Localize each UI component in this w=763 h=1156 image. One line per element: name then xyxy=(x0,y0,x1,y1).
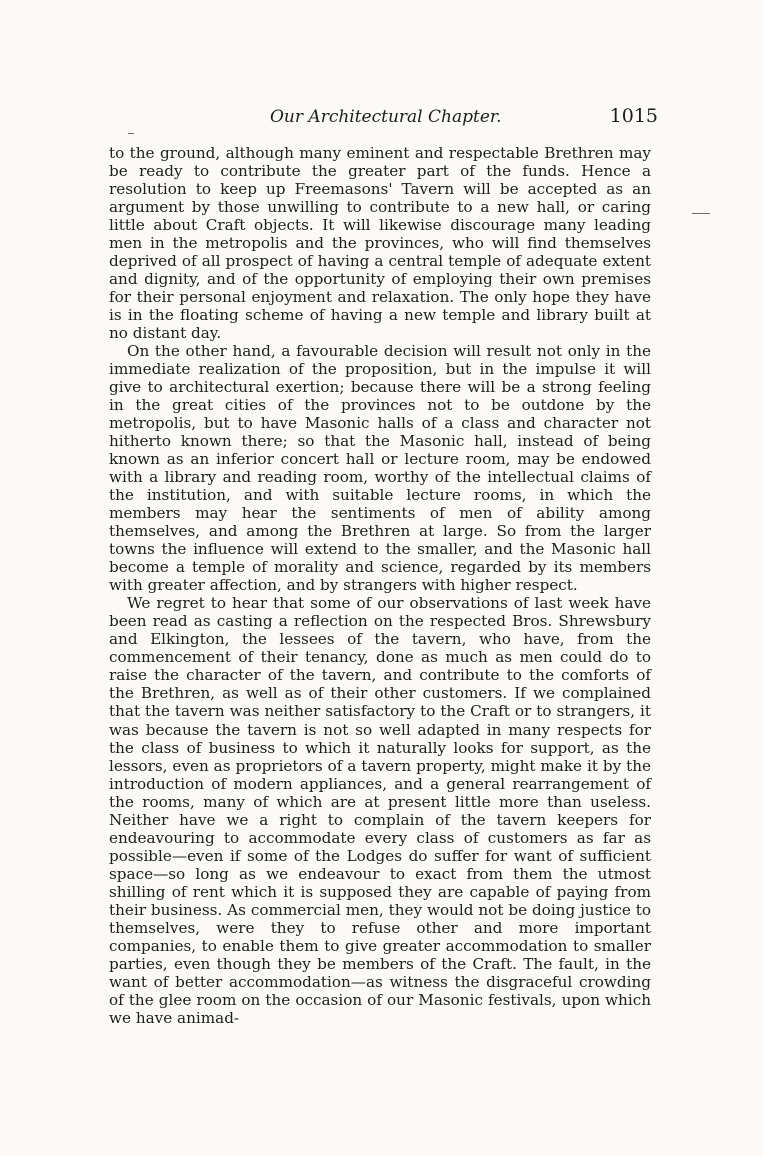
margin-mark xyxy=(692,213,710,214)
running-header xyxy=(110,107,658,133)
running-title: Our Architectural Chapter. xyxy=(270,107,502,127)
paragraph-3: We regret to hear that some of our observations of last week have been read as casting a reflection on the respected Bros. Shrewsbury and Elkington, the lessees of the tavern, who have, from the commencement of their tenancy, done as much as men could do to raise the character of the tavern, and contribute to the comforts of the Brethren, as well as of their other customers. If we complained that the tavern was neither satisfactory to the Craft or to strangers, it was because the tavern is not so well adapted in many respects for the class of business to which it naturally looks for support, as the lessors, even as proprietors of a tavern property, might make it by the introduction of modern appliances, and a general rearrangement of the rooms, many of which are at present little more than useless. Neither have we a right to complain of the tavern keepers for endeavouring to accommodate every class of customers as far as possible—even if some of the Lodges do suffer for want of sufficient space—so long as we endeavour to exact from them the utmost shilling of rent which it is supposed they are capable of paying from their business. As commercial men, they would not be doing justice to themselves, were they to refuse other and more important companies, to enable them to give greater accommodation to smaller parties, even though they be members of the Craft. The fault, in the want of better accommodation—as witness the disgraceful crowding of the glee room on the occasion of our Masonic festivals, upon which we have animad- xyxy=(109,594,651,1027)
paragraph-2: On the other hand, a favourable decision will result not only in the immediate realization of the proposition, but in the impulse it will give to architectural exertion; because there will be a strong feeling in the great cities of the provinces not to be outdone by the metropolis, but to have Masonic halls of a class and character not hitherto known there; so that the Masonic hall, instead of being known as an inferior concert hall or lecture room, may be endowed with a library and reading room, worthy of the intellectual claims of the institution, and with suitable lecture rooms, in which the members may hear the sentiments of men of ability among themselves, and among the Brethren at large. So from the larger towns the influence will extend to the smaller, and the Masonic hall become a temple of morality and science, regarded by its members with greater affection, and by strangers with higher respect. xyxy=(109,342,651,595)
page-number: 1015 xyxy=(609,105,658,127)
article-body xyxy=(109,144,651,1027)
margin-mark xyxy=(128,133,134,134)
paragraph-1: to the ground, although many eminent and respectable Brethren may be ready to contribute the greater part of the funds. Hence a resolution to keep up Freemasons' Tavern will be accepted as an argument by those unwilling to contribute to a new hall, or caring little about Craft objects. It will likewise discourage many leading men in the metropolis and the provinces, who will find themselves deprived of all prospect of having a central temple of adequate extent and dignity, and of the opportunity of employing their own premises for their personal enjoyment and relaxation. The only hope they have is in the floating scheme of having a new temple and library built at no distant day. xyxy=(109,144,651,343)
